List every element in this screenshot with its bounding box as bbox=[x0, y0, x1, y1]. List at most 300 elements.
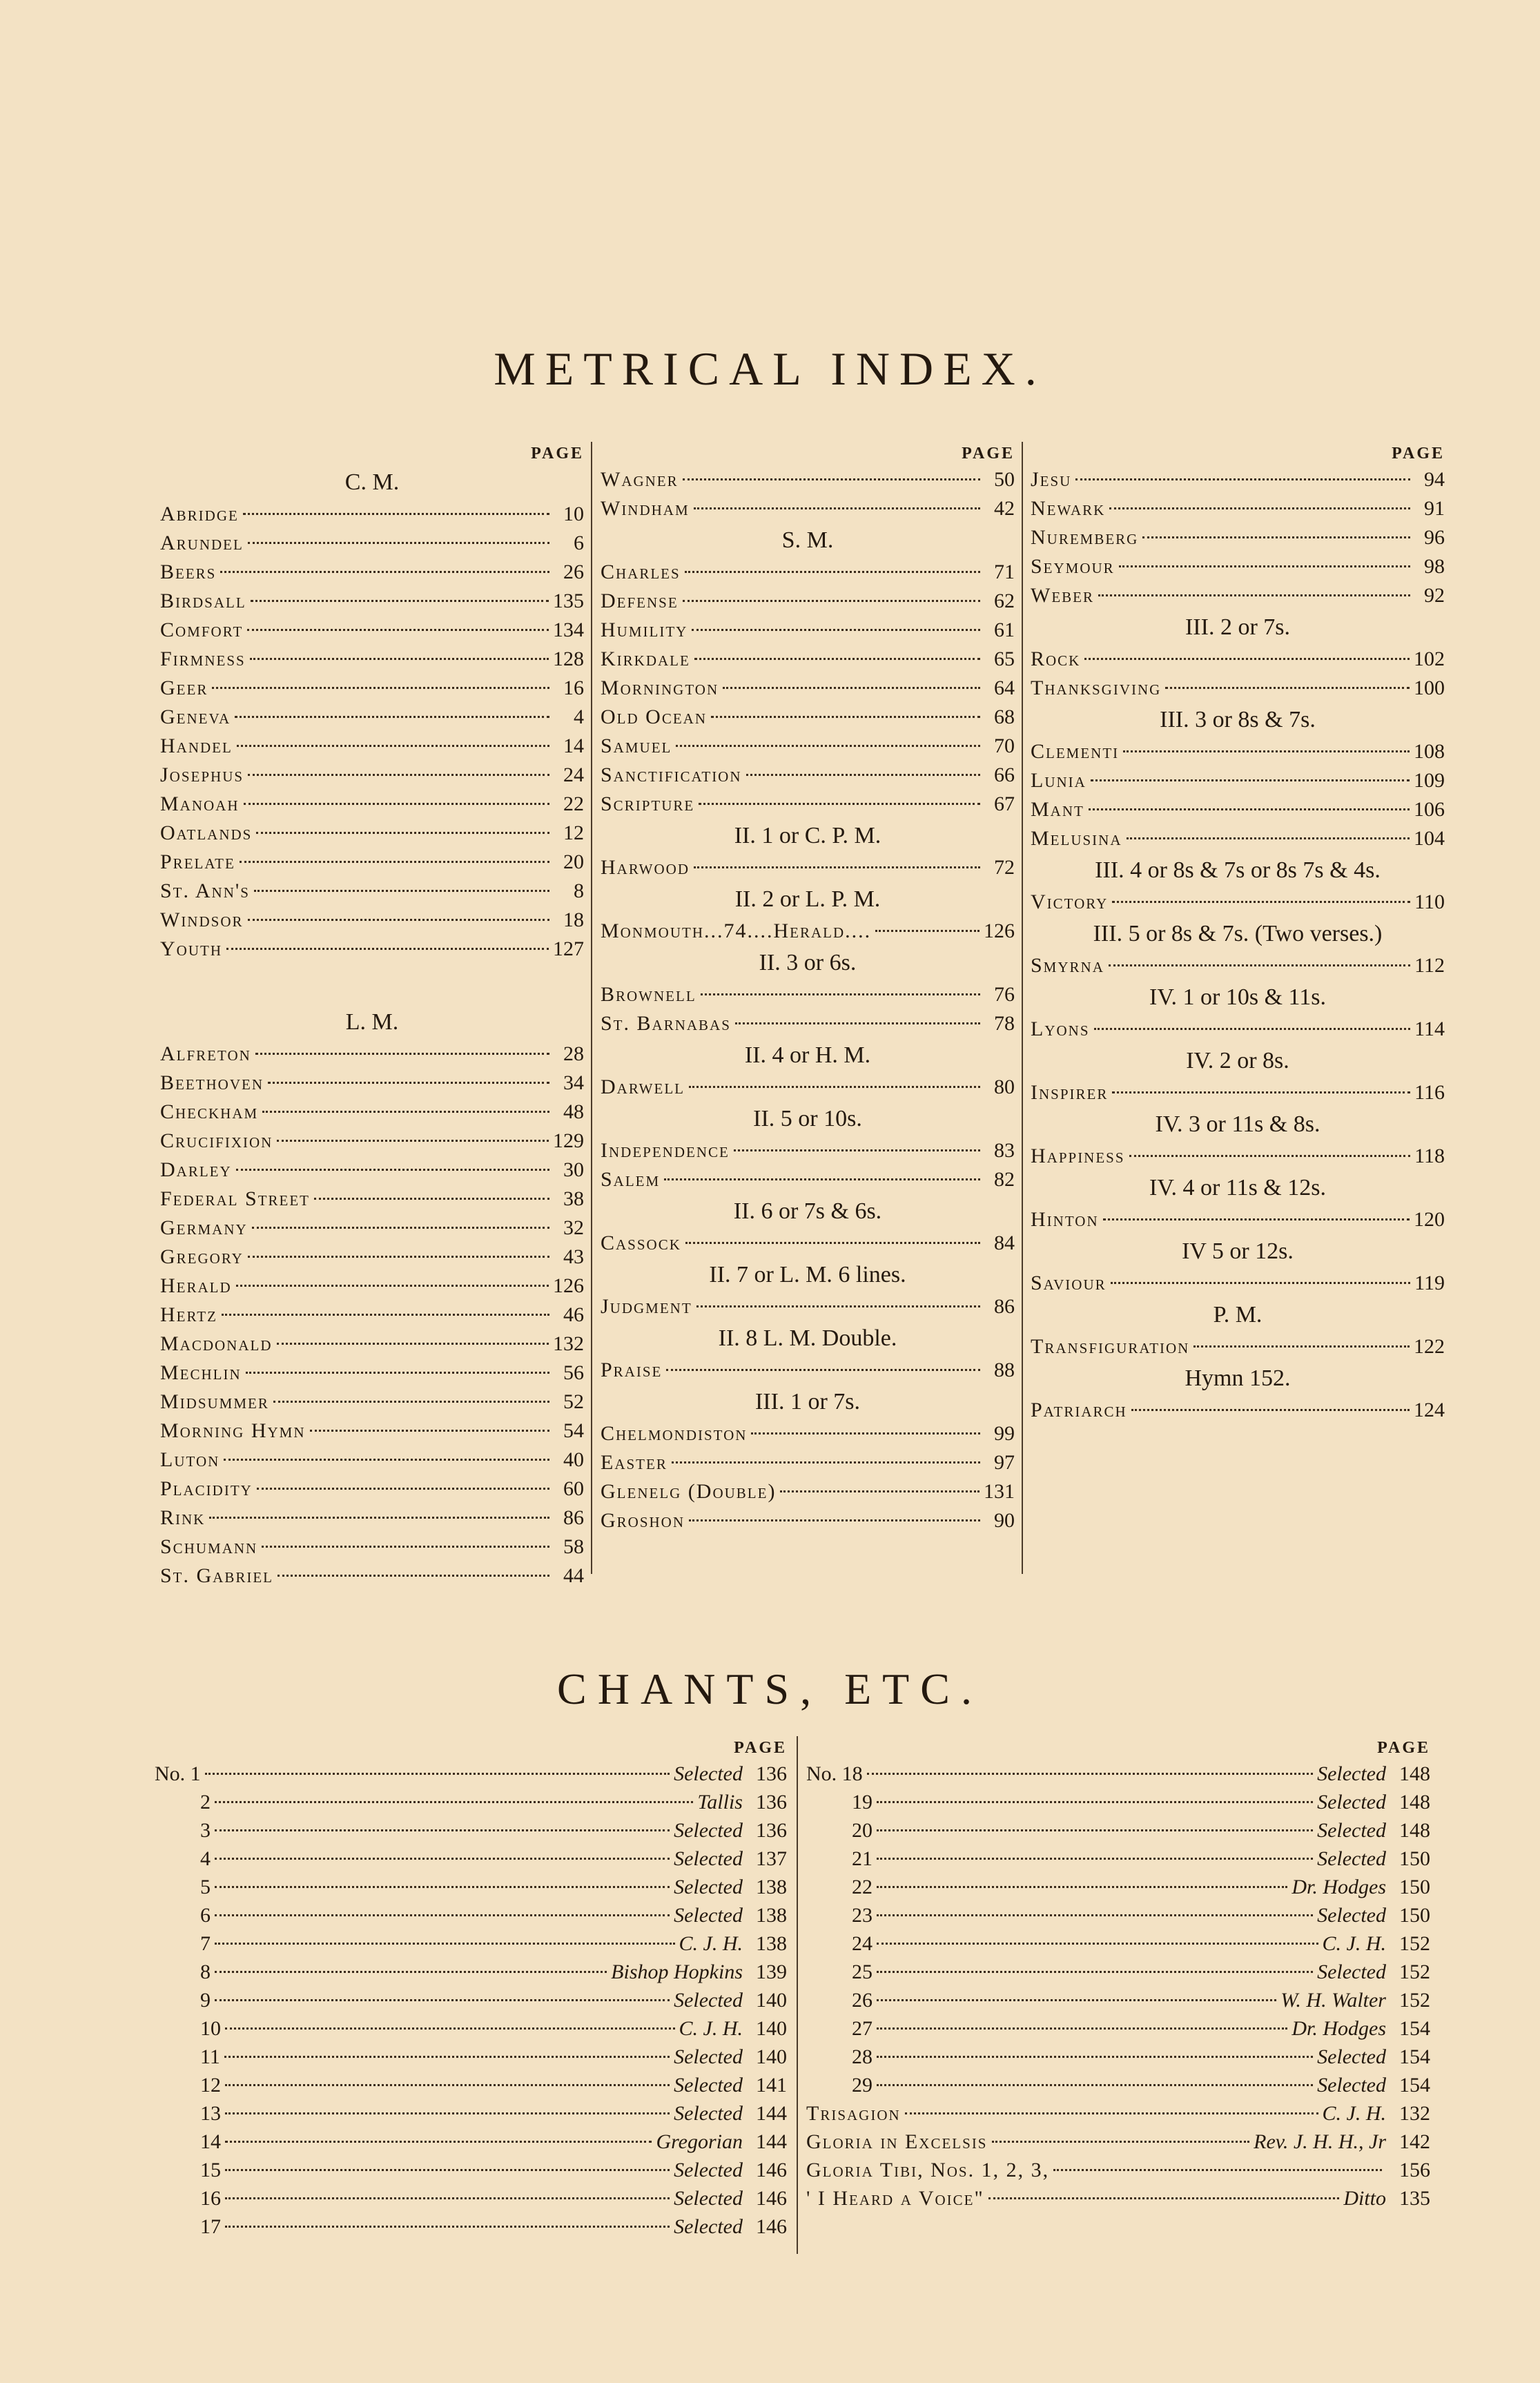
leader-dots bbox=[877, 1914, 1313, 1916]
index-entry bbox=[601, 1477, 1015, 1506]
page-number: 26 bbox=[563, 561, 584, 583]
tune-name: Thanksgiving bbox=[1031, 677, 1162, 699]
page-number: 56 bbox=[563, 1361, 584, 1384]
index-entry bbox=[601, 761, 1015, 790]
index-entry bbox=[160, 1562, 584, 1591]
chant-source: Selected bbox=[674, 2045, 743, 2068]
leader-dots bbox=[1112, 901, 1410, 903]
leader-dots bbox=[277, 1343, 549, 1345]
tune-name: Defense bbox=[601, 590, 679, 612]
page-number: 156 bbox=[1399, 2159, 1430, 2181]
page-number: 34 bbox=[563, 1071, 584, 1094]
index-entry bbox=[601, 1009, 1015, 1038]
page-number: 136 bbox=[756, 1762, 787, 1785]
leader-dots bbox=[236, 1169, 549, 1171]
leader-dots bbox=[262, 1546, 549, 1548]
tune-name: Midsummer bbox=[160, 1390, 269, 1413]
page-number: 70 bbox=[994, 735, 1015, 757]
page-number: 116 bbox=[1414, 1081, 1445, 1104]
meter-heading: IV. 1 or 10s & 11s. bbox=[1149, 984, 1326, 1010]
leader-dots bbox=[254, 890, 549, 892]
leader-dots bbox=[1091, 779, 1410, 781]
leader-dots bbox=[215, 1971, 607, 1973]
metrical-column-1 bbox=[160, 442, 584, 1591]
index-entry bbox=[601, 980, 1015, 1009]
chant-entry bbox=[806, 1760, 1430, 1788]
index-entry bbox=[1031, 737, 1445, 766]
tune-name: Cassock bbox=[601, 1232, 681, 1254]
chant-entry bbox=[806, 2156, 1430, 2184]
index-entry bbox=[601, 917, 1015, 946]
leader-dots bbox=[877, 1971, 1313, 1973]
index-entry bbox=[160, 1185, 584, 1214]
chant-source: Selected bbox=[674, 2102, 743, 2125]
page-number: 54 bbox=[563, 1419, 584, 1442]
tune-name: Sanctification bbox=[601, 763, 742, 786]
leader-dots bbox=[256, 832, 549, 834]
chant-source: Selected bbox=[674, 1819, 743, 1842]
leader-dots bbox=[246, 1372, 549, 1374]
page-number: 83 bbox=[994, 1139, 1015, 1162]
chant-source: Selected bbox=[674, 1904, 743, 1927]
meter-heading: III. 1 or 7s. bbox=[754, 1389, 861, 1414]
page-number: 52 bbox=[563, 1390, 584, 1413]
meter-heading: IV 5 or 12s. bbox=[1182, 1238, 1294, 1264]
chant-source: Selected bbox=[674, 1989, 743, 2012]
page-number: 131 bbox=[984, 1480, 1015, 1503]
page-number: 132 bbox=[553, 1332, 584, 1355]
chant-number: 19 bbox=[852, 1791, 873, 1813]
page-number: 152 bbox=[1399, 1932, 1430, 1955]
page-number: 146 bbox=[756, 2187, 787, 2210]
index-entry bbox=[1031, 1015, 1445, 1044]
page-number: 48 bbox=[563, 1100, 584, 1123]
tune-name: Firmness bbox=[160, 648, 246, 670]
leader-dots bbox=[273, 1401, 549, 1403]
chant-entry bbox=[155, 1986, 787, 2014]
tune-name: Harwood bbox=[601, 856, 690, 879]
chant-entry bbox=[155, 1788, 787, 1816]
meter-heading: II. 6 or 7s & 6s. bbox=[733, 1198, 882, 1224]
chant-entry bbox=[806, 2043, 1430, 2071]
leader-dots bbox=[1112, 1091, 1410, 1093]
page-number: 38 bbox=[563, 1187, 584, 1210]
chant-entry bbox=[155, 1816, 787, 1845]
page-number: 140 bbox=[756, 1989, 787, 2012]
index-entry bbox=[1031, 465, 1445, 494]
meter-heading: L. M. bbox=[345, 1009, 399, 1035]
tune-name: Praise bbox=[601, 1359, 663, 1381]
leader-dots bbox=[696, 1305, 980, 1307]
leader-dots bbox=[212, 687, 549, 689]
tune-name: Rink bbox=[160, 1506, 206, 1529]
page-number: 44 bbox=[563, 1564, 584, 1587]
index-entry bbox=[160, 500, 584, 529]
page-number: 129 bbox=[553, 1129, 584, 1152]
leader-dots bbox=[780, 1490, 979, 1492]
tune-name: Saviour bbox=[1031, 1272, 1107, 1294]
meter-heading: II. 4 or H. M. bbox=[744, 1042, 871, 1068]
page-number: 140 bbox=[756, 2045, 787, 2068]
page-number: 148 bbox=[1399, 1762, 1430, 1785]
page-column-header: PAGE bbox=[531, 445, 584, 463]
page-number: 144 bbox=[756, 2102, 787, 2125]
tune-name: Abridge bbox=[160, 503, 239, 525]
page-number: 118 bbox=[1414, 1145, 1445, 1167]
page-number: 104 bbox=[1414, 827, 1445, 850]
page-number: 135 bbox=[1399, 2187, 1430, 2210]
index-entry bbox=[160, 587, 584, 616]
leader-dots bbox=[1089, 808, 1410, 810]
index-entry bbox=[601, 1136, 1015, 1165]
leader-dots bbox=[224, 2056, 670, 2058]
page-number: 138 bbox=[756, 1932, 787, 1955]
chant-number: 29 bbox=[852, 2074, 873, 2097]
leader-dots bbox=[224, 1459, 549, 1461]
index-entry bbox=[601, 616, 1015, 645]
index-entry bbox=[1031, 494, 1445, 523]
tune-name: Groshon bbox=[601, 1509, 685, 1532]
meter-heading: IV. 4 or 11s & 12s. bbox=[1149, 1175, 1326, 1200]
index-entry bbox=[601, 1229, 1015, 1258]
leader-dots bbox=[225, 2084, 670, 2086]
page-number: 139 bbox=[756, 1961, 787, 1983]
chant-entry bbox=[806, 2128, 1430, 2156]
index-entry bbox=[160, 877, 584, 906]
index-entry bbox=[160, 761, 584, 790]
leader-dots bbox=[225, 2169, 670, 2171]
index-entry bbox=[601, 558, 1015, 587]
leader-dots bbox=[1131, 1409, 1410, 1411]
page-column-header: PAGE bbox=[962, 445, 1015, 463]
index-entry bbox=[601, 853, 1015, 882]
page-number: 141 bbox=[756, 2074, 787, 2097]
tune-name: Gregory bbox=[160, 1245, 244, 1268]
index-entry bbox=[601, 1419, 1015, 1448]
leader-dots bbox=[711, 716, 980, 718]
page-number: 140 bbox=[756, 2017, 787, 2040]
leader-dots bbox=[905, 2112, 1318, 2114]
leader-dots bbox=[746, 774, 980, 776]
leader-dots bbox=[243, 513, 549, 515]
index-entry bbox=[601, 1506, 1015, 1535]
leader-dots bbox=[735, 1022, 980, 1024]
leader-dots bbox=[988, 2197, 1340, 2199]
leader-dots bbox=[252, 1227, 549, 1229]
chant-name: Trisagion bbox=[806, 2102, 901, 2125]
leader-dots bbox=[692, 629, 980, 631]
leader-dots bbox=[877, 1829, 1313, 1831]
leader-dots bbox=[683, 600, 980, 602]
leader-dots bbox=[226, 948, 549, 950]
page-number: 46 bbox=[563, 1303, 584, 1326]
page-number: 126 bbox=[553, 1274, 584, 1297]
leader-dots bbox=[255, 1053, 549, 1055]
leader-dots bbox=[240, 861, 549, 863]
leader-dots bbox=[314, 1198, 549, 1200]
leader-dots bbox=[1165, 687, 1410, 689]
index-entry bbox=[1031, 795, 1445, 824]
page-number: 136 bbox=[756, 1819, 787, 1842]
tune-name: Rock bbox=[1031, 648, 1081, 670]
chant-source: Selected bbox=[1317, 1847, 1386, 1870]
tune-name: Alfreton bbox=[160, 1042, 251, 1065]
leader-dots bbox=[209, 1517, 549, 1519]
index-entry bbox=[1031, 523, 1445, 552]
meter-heading: IV. 2 or 8s. bbox=[1186, 1048, 1289, 1073]
index-entry bbox=[160, 848, 584, 877]
index-entry bbox=[160, 616, 584, 645]
page-number: 6 bbox=[574, 532, 584, 554]
tune-name: Melusina bbox=[1031, 827, 1122, 850]
leader-dots bbox=[723, 687, 980, 689]
page-number: 78 bbox=[994, 1012, 1015, 1035]
index-entry bbox=[160, 674, 584, 703]
leader-dots bbox=[277, 1575, 549, 1577]
index-entry bbox=[160, 1417, 584, 1446]
tune-name: Hertz bbox=[160, 1303, 217, 1326]
leader-dots bbox=[683, 478, 980, 480]
chant-entry bbox=[155, 2043, 787, 2071]
tune-name: St. Gabriel bbox=[160, 1564, 274, 1587]
tune-name: Hinton bbox=[1031, 1208, 1099, 1231]
tune-name: Jesu bbox=[1031, 468, 1072, 491]
index-entry bbox=[160, 1069, 584, 1098]
chant-number: 5 bbox=[200, 1876, 211, 1898]
chant-number: 27 bbox=[852, 2017, 873, 2040]
chant-entry bbox=[806, 1929, 1430, 1958]
page-number: 24 bbox=[563, 763, 584, 786]
index-entry bbox=[160, 1040, 584, 1069]
page-number: 22 bbox=[563, 792, 584, 815]
tune-name: Comfort bbox=[160, 619, 244, 641]
tune-name: Samuel bbox=[601, 735, 672, 757]
page-number: 100 bbox=[1414, 677, 1445, 699]
tune-name: Happiness bbox=[1031, 1145, 1125, 1167]
page-number: 84 bbox=[994, 1232, 1015, 1254]
chant-entry bbox=[155, 1760, 787, 1788]
index-entry bbox=[160, 529, 584, 558]
page-column-header: PAGE bbox=[734, 1739, 787, 1757]
leader-dots bbox=[877, 1943, 1318, 1945]
page-number: 126 bbox=[984, 920, 1015, 942]
tune-name: Weber bbox=[1031, 584, 1094, 607]
index-entry bbox=[160, 645, 584, 674]
chant-source: Dr. Hodges bbox=[1292, 1876, 1386, 1898]
page-number: 98 bbox=[1424, 555, 1445, 578]
chant-source: Selected bbox=[1317, 2074, 1386, 2097]
index-entry bbox=[160, 790, 584, 819]
tune-name: Patriarch bbox=[1031, 1399, 1127, 1421]
tune-name: Geer bbox=[160, 677, 208, 699]
leader-dots bbox=[225, 2027, 675, 2030]
leader-dots bbox=[877, 1858, 1313, 1860]
tune-name: Newark bbox=[1031, 497, 1106, 520]
page-number: 112 bbox=[1414, 954, 1445, 977]
page-number: 61 bbox=[994, 619, 1015, 641]
tune-name: Morning Hymn bbox=[160, 1419, 306, 1442]
page-number: 135 bbox=[553, 590, 584, 612]
chant-number: 22 bbox=[852, 1876, 873, 1898]
page-number: 64 bbox=[994, 677, 1015, 699]
chant-number: No. 18 bbox=[806, 1762, 863, 1785]
leader-dots bbox=[877, 2056, 1313, 2058]
leader-dots bbox=[262, 1111, 549, 1113]
tune-name: Kirkdale bbox=[601, 648, 690, 670]
leader-dots bbox=[877, 2084, 1313, 2086]
index-entry bbox=[1031, 1078, 1445, 1107]
index-entry bbox=[1031, 1396, 1445, 1425]
index-entry bbox=[160, 1388, 584, 1417]
index-entry bbox=[1031, 645, 1445, 674]
page-number: 50 bbox=[994, 468, 1015, 491]
leader-dots bbox=[694, 507, 980, 509]
leader-dots bbox=[1094, 1028, 1410, 1030]
column-divider bbox=[591, 442, 592, 1574]
leader-dots bbox=[225, 2141, 652, 2143]
index-entry bbox=[601, 587, 1015, 616]
page-number: 152 bbox=[1399, 1989, 1430, 2012]
leader-dots bbox=[689, 1086, 980, 1088]
leader-dots bbox=[248, 1256, 549, 1258]
page-number: 146 bbox=[756, 2215, 787, 2238]
tune-name: Arundel bbox=[160, 532, 244, 554]
leader-dots bbox=[992, 2141, 1250, 2143]
chant-number: 3 bbox=[200, 1819, 211, 1842]
tune-name: Mechlin bbox=[160, 1361, 242, 1384]
page-number: 132 bbox=[1399, 2102, 1430, 2125]
tune-name: Oatlands bbox=[160, 821, 253, 844]
chant-entry bbox=[806, 2184, 1430, 2212]
tune-name: Inspirer bbox=[1031, 1081, 1109, 1104]
leader-dots bbox=[215, 1858, 670, 1860]
meter-heading: Hymn 152. bbox=[1185, 1365, 1291, 1391]
chant-name: Gloria Tibi, Nos. 1, 2, 3, bbox=[806, 2159, 1050, 2181]
tune-name: Easter bbox=[601, 1451, 667, 1474]
page-number: 127 bbox=[553, 937, 584, 960]
leader-dots bbox=[244, 803, 549, 805]
tune-name: Crucifixion bbox=[160, 1129, 273, 1152]
index-entry bbox=[601, 703, 1015, 732]
tune-name: Placidity bbox=[160, 1477, 253, 1500]
index-entry bbox=[160, 1475, 584, 1504]
page-number: 110 bbox=[1414, 891, 1445, 913]
chant-number: 26 bbox=[852, 1989, 873, 2012]
leader-dots bbox=[694, 866, 980, 868]
page-number: 30 bbox=[563, 1158, 584, 1181]
tune-name: Checkham bbox=[160, 1100, 259, 1123]
meter-heading: II. 2 or L. P. M. bbox=[734, 886, 881, 912]
index-entry bbox=[601, 790, 1015, 819]
tune-name: Herald bbox=[160, 1274, 232, 1297]
tune-name: Prelate bbox=[160, 850, 235, 873]
tune-name: Mornington bbox=[601, 677, 719, 699]
chant-entry bbox=[806, 1958, 1430, 1986]
tune-name: Federal Street bbox=[160, 1187, 311, 1210]
tune-name: Smyrna bbox=[1031, 954, 1104, 977]
leader-dots bbox=[215, 1801, 693, 1803]
meter-heading: P. M. bbox=[1213, 1302, 1263, 1327]
page-column-header: PAGE bbox=[1392, 445, 1445, 463]
leader-dots bbox=[1103, 1218, 1410, 1220]
chant-source: Selected bbox=[674, 2187, 743, 2210]
leader-dots bbox=[250, 658, 549, 660]
page-number: 136 bbox=[756, 1791, 787, 1813]
column-divider bbox=[1022, 442, 1023, 1574]
index-entry bbox=[160, 935, 584, 964]
index-entry bbox=[160, 1446, 584, 1475]
page-number: 62 bbox=[994, 590, 1015, 612]
tune-name: Mant bbox=[1031, 798, 1084, 821]
tune-name: Nuremberg bbox=[1031, 526, 1139, 549]
tune-name: Judgment bbox=[601, 1295, 692, 1318]
chant-source: Ditto bbox=[1343, 2187, 1386, 2210]
page-number: 138 bbox=[756, 1904, 787, 1927]
chant-entry bbox=[155, 2184, 787, 2212]
page-number: 119 bbox=[1414, 1272, 1445, 1294]
index-entry bbox=[1031, 552, 1445, 581]
meter-heading: IV. 3 or 11s & 8s. bbox=[1155, 1111, 1320, 1137]
tune-name: Victory bbox=[1031, 891, 1109, 913]
page-number: 114 bbox=[1414, 1018, 1445, 1040]
leader-dots bbox=[666, 1369, 980, 1371]
leader-dots bbox=[215, 1914, 670, 1916]
meter-heading: II. 5 or 10s. bbox=[753, 1106, 862, 1131]
page-number: 88 bbox=[994, 1359, 1015, 1381]
index-entry bbox=[1031, 888, 1445, 917]
page-number: 120 bbox=[1414, 1208, 1445, 1231]
index-entry bbox=[1031, 1332, 1445, 1361]
chant-source: Selected bbox=[674, 1762, 743, 1785]
page-number: 65 bbox=[994, 648, 1015, 670]
page-number: 8 bbox=[574, 879, 584, 902]
chant-source: Gregorian bbox=[656, 2130, 743, 2153]
metrical-column-2 bbox=[601, 442, 1015, 1535]
leader-dots bbox=[257, 1488, 549, 1490]
leader-dots bbox=[268, 1082, 549, 1084]
meter-heading: S. M. bbox=[781, 527, 834, 553]
tune-name: Germany bbox=[160, 1216, 248, 1239]
page-number: 80 bbox=[994, 1076, 1015, 1098]
meter-heading: III. 4 or 8s & 7s or 8s 7s & 4s. bbox=[1095, 857, 1381, 883]
leader-dots bbox=[1123, 750, 1410, 752]
page-number: 4 bbox=[574, 706, 584, 728]
chant-source: Selected bbox=[1317, 1904, 1386, 1927]
chant-entry bbox=[155, 1929, 787, 1958]
chant-source: Selected bbox=[1317, 2045, 1386, 2068]
index-entry bbox=[160, 1214, 584, 1243]
page-number: 12 bbox=[563, 821, 584, 844]
leader-dots bbox=[277, 1140, 549, 1142]
leader-dots bbox=[225, 2112, 670, 2114]
index-entry bbox=[160, 703, 584, 732]
index-entry bbox=[601, 465, 1015, 494]
chant-number: 10 bbox=[200, 2017, 221, 2040]
chant-source: Selected bbox=[1317, 1961, 1386, 1983]
page-number: 94 bbox=[1424, 468, 1445, 491]
chant-source: C. J. H. bbox=[1322, 2102, 1386, 2125]
leader-dots bbox=[215, 1943, 675, 1945]
tune-name: Luton bbox=[160, 1448, 220, 1471]
index-entry bbox=[160, 1359, 584, 1388]
tune-name: Seymour bbox=[1031, 555, 1115, 578]
leader-dots bbox=[215, 1886, 670, 1888]
page-number: 20 bbox=[563, 850, 584, 873]
tune-name: Manoah bbox=[160, 792, 240, 815]
meter-heading: III. 2 or 7s. bbox=[1185, 614, 1291, 640]
chant-number: 13 bbox=[200, 2102, 221, 2125]
leader-dots bbox=[1109, 507, 1410, 509]
